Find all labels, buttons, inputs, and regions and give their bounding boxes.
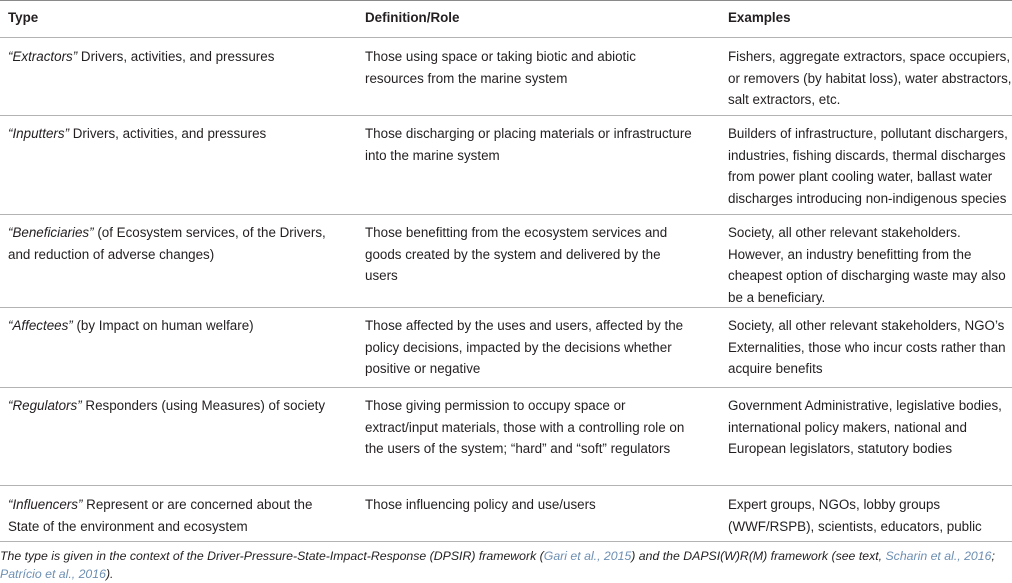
- row-type-regulators: “Regulators” Responders (using Measures) of society: [8, 398, 326, 413]
- header-rule: [0, 37, 1012, 38]
- row-type-inputters: “Inputters” Drivers, activities, and pressures: [8, 126, 267, 141]
- table-footnote: The type is given in the context of the Driver-Pressure-State-Impact-Response (DPSIR) framework (Gari et al., 2015) and the DAPSI(W)R(M) framework (see text, Scharin et al., 2016; Patrício et al., 2016).: [0, 549, 995, 581]
- row-definition-beneficiaries: Those benefitting from the ecosystem services and goods created by the system and delivered by the users: [365, 225, 668, 283]
- table-top-rule: [0, 0, 1012, 1]
- row-examples-extractors: Fishers, aggregate extractors, space occupiers, or removers (by habitat loss), water abstractors, salt extractors, etc.: [728, 49, 1012, 107]
- row-divider: [0, 387, 1012, 388]
- row-examples-inputters: Builders of infrastructure, pollutant dischargers, industries, fishing discards, thermal discharges from power plant cooling water, ballast water discharges introducing non-indigenous species: [728, 126, 1008, 206]
- row-divider: [0, 214, 1012, 215]
- row-definition-affectees: Those affected by the uses and users, affected by the policy decisions, impacted by the decisions whether positive or negative: [365, 318, 684, 376]
- table-bottom-rule: [0, 541, 1012, 542]
- row-divider: [0, 307, 1012, 308]
- row-examples-influencers: Expert groups, NGOs, lobby groups (WWF/RSPB), scientists, educators, public: [728, 497, 982, 534]
- header-definition: Definition/Role: [365, 10, 460, 25]
- row-type-beneficiaries: “Beneficiaries” (of Ecosystem services, of the Drivers, and reduction of adverse changes): [8, 225, 326, 262]
- reference-link-patricio[interactable]: Patrício et al., 2016: [0, 566, 106, 581]
- row-examples-regulators: Government Administrative, legislative bodies, international policy makers, national and European legislators, statutory bodies: [728, 398, 1002, 456]
- row-type-influencers: “Influencers” Represent or are concerned about the State of the environment and ecosystem: [8, 497, 313, 534]
- header-type: Type: [8, 10, 39, 25]
- row-divider: [0, 485, 1012, 486]
- row-type-affectees: “Affectees” (by Impact on human welfare): [8, 318, 254, 333]
- reference-link-scharin[interactable]: Scharin et al., 2016: [885, 549, 992, 563]
- reference-link-gari[interactable]: Gari et al., 2015: [543, 549, 632, 563]
- row-definition-extractors: Those using space or taking biotic and abiotic resources from the marine system: [365, 49, 636, 86]
- row-definition-inputters: Those discharging or placing materials or infrastructure into the marine system: [365, 126, 692, 163]
- row-type-extractors: “Extractors” Drivers, activities, and pressures: [8, 49, 275, 64]
- row-examples-affectees: Society, all other relevant stakeholders, NGO’s Externalities, those who incur costs rather than acquire benefits: [728, 318, 1006, 376]
- row-definition-influencers: Those influencing policy and use/users: [365, 497, 596, 512]
- row-definition-regulators: Those giving permission to occupy space or extract/input materials, those with a controlling role on the users of the system; “hard” and “soft” regulators: [365, 398, 685, 456]
- row-divider: [0, 115, 1012, 116]
- header-examples: Examples: [728, 10, 791, 25]
- row-examples-beneficiaries: Society, all other relevant stakeholders. However, an industry benefitting from the cheapest option of discharging waste may also be a beneficiary.: [728, 225, 1006, 305]
